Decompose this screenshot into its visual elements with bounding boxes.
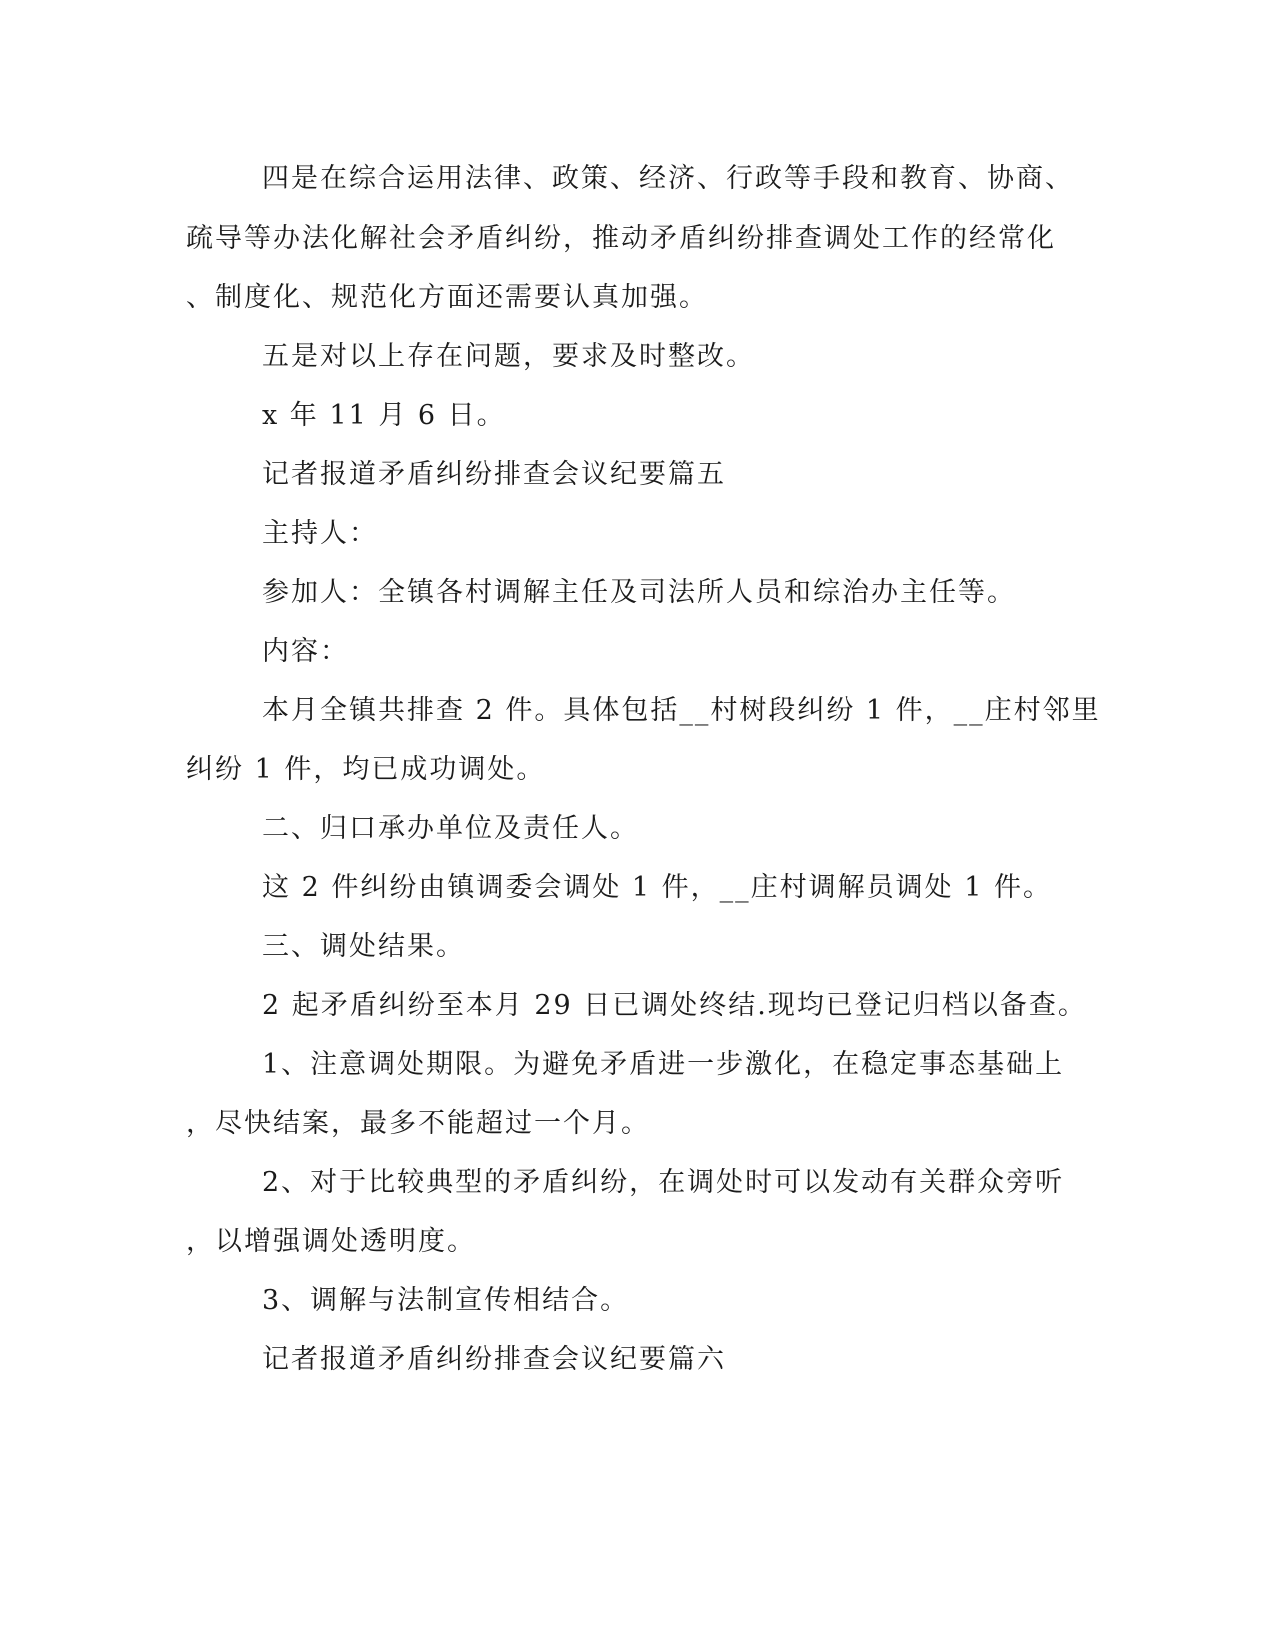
content-label: 内容： bbox=[262, 636, 349, 667]
list-item: 1、注意调处期限。为避免矛盾进一步激化，在稳定事态基础上 bbox=[262, 1049, 1065, 1080]
list-item-continuation: ，尽快结案，最多不能超过一个月。 bbox=[186, 1108, 650, 1139]
host-label: 主持人： bbox=[262, 518, 378, 549]
paragraph-line: 四是在综合运用法律、政策、经济、行政等手段和教育、协商、 bbox=[262, 163, 1074, 194]
section-heading: 三、调处结果。 bbox=[262, 931, 465, 962]
section-heading: 记者报道矛盾纠纷排查会议纪要篇六 bbox=[262, 1344, 726, 1375]
paragraph-line: 纠纷 1 件，均已成功调处。 bbox=[186, 754, 546, 785]
section-heading: 记者报道矛盾纠纷排查会议纪要篇五 bbox=[262, 459, 726, 490]
paragraph-line: 这 2 件纠纷由镇调委会调处 1 件，__庄村调解员调处 1 件。 bbox=[262, 872, 1053, 903]
paragraph-line: 2 起矛盾纠纷至本月 29 日已调处终结.现均已登记归档以备查。 bbox=[262, 990, 1087, 1021]
list-item-continuation: ，以增强调处透明度。 bbox=[186, 1226, 476, 1257]
paragraph-line: 五是对以上存在问题，要求及时整改。 bbox=[262, 341, 755, 372]
paragraph-line: 疏导等办法化解社会矛盾纠纷，推动矛盾纠纷排查调处工作的经常化 bbox=[186, 223, 1056, 254]
list-item: 3、调解与法制宣传相结合。 bbox=[262, 1285, 630, 1316]
date-line: x 年 11 月 6 日。 bbox=[262, 400, 506, 431]
paragraph-line: 本月全镇共排查 2 件。具体包括__村树段纠纷 1 件，__庄村邻里 bbox=[262, 695, 1101, 726]
list-item: 2、对于比较典型的矛盾纠纷，在调处时可以发动有关群众旁听 bbox=[262, 1167, 1065, 1198]
section-heading: 二、归口承办单位及责任人。 bbox=[262, 813, 639, 844]
participants-line: 参加人：全镇各村调解主任及司法所人员和综治办主任等。 bbox=[262, 577, 1016, 608]
paragraph-line: 、制度化、规范化方面还需要认真加强。 bbox=[186, 282, 708, 313]
